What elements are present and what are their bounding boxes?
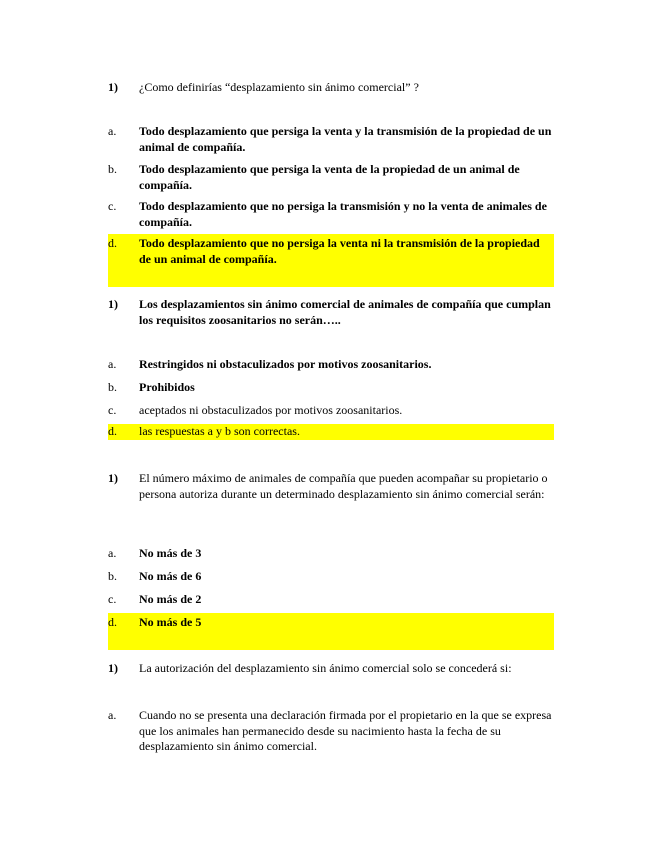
option-letter: a. bbox=[108, 708, 117, 722]
option-letter: c. bbox=[108, 592, 117, 606]
option-letter: a. bbox=[108, 124, 117, 138]
option-letter: c. bbox=[108, 199, 117, 213]
option-text: Prohibidos bbox=[139, 380, 195, 394]
question-number: 1) bbox=[108, 297, 118, 311]
option-text: Restringidos ni obstaculizados por motivos zoosanitarios. bbox=[139, 357, 432, 371]
option-text: Todo desplazamiento que no persiga la venta ni la transmisión de la propiedad de un animal de compañía. bbox=[139, 236, 540, 266]
question-text: Los desplazamientos sin ánimo comercial de animales de compañía que cumplan los requisitos zoosanitarios no serán….. bbox=[139, 297, 551, 327]
question-1 bbox=[108, 80, 554, 96]
option-letter: d. bbox=[108, 236, 117, 250]
q2-option-a bbox=[108, 357, 554, 373]
q2-option-b bbox=[108, 380, 554, 396]
q3-option-c bbox=[108, 592, 554, 608]
option-text: Cuando no se presenta una declaración firmada por el propietario en la que se expresa que los animales han permanecido desde su nacimiento hasta la fecha de su desplazamiento sin ánimo comercial. bbox=[139, 708, 552, 753]
question-number: 1) bbox=[108, 80, 118, 94]
question-text: ¿Como definirías “desplazamiento sin ánimo comercial” ? bbox=[139, 80, 419, 94]
option-text: las respuestas a y b son correctas. bbox=[139, 424, 300, 438]
option-letter: c. bbox=[108, 403, 117, 417]
question-3 bbox=[108, 471, 554, 502]
option-text: Todo desplazamiento que persiga la venta de la propiedad de un animal de compañía. bbox=[139, 162, 520, 192]
q3-option-a bbox=[108, 546, 554, 562]
option-text: No más de 3 bbox=[139, 546, 202, 560]
question-4 bbox=[108, 661, 554, 677]
q1-option-c bbox=[108, 199, 554, 230]
question-text: La autorización del desplazamiento sin ánimo comercial solo se concederá si: bbox=[139, 661, 512, 675]
q1-option-b bbox=[108, 162, 554, 193]
question-text: El número máximo de animales de compañía que pueden acompañar su propietario o persona autoriza durante un determinado desplazamiento sin ánimo comercial serán: bbox=[139, 471, 548, 501]
q3-option-b bbox=[108, 569, 554, 585]
q3-option-d-highlighted bbox=[108, 613, 554, 650]
option-text: aceptados ni obstaculizados por motivos zoosanitarios. bbox=[139, 403, 403, 417]
option-text: Todo desplazamiento que persiga la venta y la transmisión de la propiedad de un animal de compañía. bbox=[139, 124, 552, 154]
option-text: No más de 5 bbox=[139, 615, 202, 629]
option-text: Todo desplazamiento que no persiga la transmisión y no la venta de animales de compañía. bbox=[139, 199, 547, 229]
option-letter: a. bbox=[108, 546, 117, 560]
question-2 bbox=[108, 297, 554, 328]
option-letter: b. bbox=[108, 569, 117, 583]
option-letter: b. bbox=[108, 162, 117, 176]
option-letter: b. bbox=[108, 380, 117, 394]
q1-option-d-highlighted bbox=[108, 234, 554, 287]
option-letter: d. bbox=[108, 424, 117, 438]
option-text: No más de 2 bbox=[139, 592, 202, 606]
option-letter: a. bbox=[108, 357, 117, 371]
question-number: 1) bbox=[108, 661, 118, 675]
option-text: No más de 6 bbox=[139, 569, 202, 583]
q2-option-d-highlighted bbox=[108, 424, 554, 440]
question-number: 1) bbox=[108, 471, 118, 485]
q4-option-a bbox=[108, 708, 554, 755]
q1-option-a bbox=[108, 124, 554, 155]
option-letter: d. bbox=[108, 615, 117, 629]
q2-option-c bbox=[108, 403, 554, 419]
